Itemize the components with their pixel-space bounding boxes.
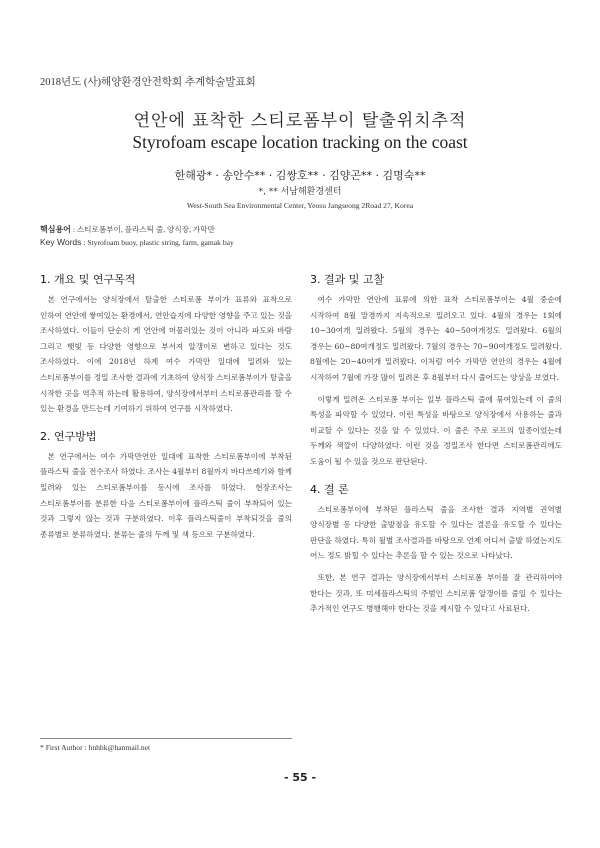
keywords-english-label: Key Words bbox=[40, 237, 82, 247]
results-paragraph-2: 이렇게 밀려온 스티로폼 부이는 일부 플라스틱 줄에 묶여있는데 이 줄의 특성을 파악할 수 있었다. 이런 특성을 바탕으로 양식장에서 사용하는 줄과 비교할 수 있다는 것을 알 수 있었다. 이 줄은 주로 로프의 일종이었는데 두께와 색깔이 다양하였다. 이런 것을 정밀조사 한다면 스티로폼관리에도 도움이 될 수 있을 것으로 판단된다. bbox=[310, 394, 562, 466]
section-heading-overview: 1. 개요 및 연구목적 bbox=[40, 273, 136, 286]
keywords-korean-values: : 스티로폼부이, 플라스틱 줄, 양식장, 가막만 bbox=[70, 225, 215, 234]
section-heading-results: 3. 결과 및 고찰 bbox=[310, 273, 385, 286]
conclusion-paragraph-1: 스티로폼부이에 부착된 플라스틱 줄을 조사한 결과 지역별 권역별 양식장별 등 다양한 출발점을 유도할 수 있다는 결론을 유도할 수 있다는 판단을 하였다. 특히 월별 조사결과를 바탕으로 언제 어디서 출발 하였는지도 어느 정도 밝힐 수 있다는 추론을 할 수 있는 것으로 나타났다. bbox=[310, 504, 562, 561]
title-korean: 연안에 표착한 스티로폼부이 탈출위치추적 bbox=[133, 111, 467, 131]
section-heading-method: 2. 연구방법 bbox=[40, 429, 97, 443]
keywords-english bbox=[40, 237, 234, 247]
left-column bbox=[40, 272, 292, 542]
page-number: - 55 - bbox=[283, 771, 317, 784]
affiliation-english: West-South Sea Environmental Center, Yeosu Jangseong 2Road 27, Korea bbox=[186, 201, 414, 210]
title-english: Styrofoam escape location tracking on the coast bbox=[132, 132, 468, 152]
conclusion-paragraph-2: 또한, 본 연구 결과는 양식장에서부터 스티로폼 부이를 잘 관리하여야 한다는 것과, 또 미세플라스틱의 주범인 스티로폼 알갱이를 줄일 수 있다는 추가적인 연구도 병행해야 한다는 것을 제시할 수 있다고 사료된다. bbox=[310, 572, 562, 614]
conference-header: 2018년도 (사)해양환경안전학회 추계학술발표회 bbox=[40, 77, 256, 88]
keywords-korean bbox=[40, 224, 215, 235]
overview-paragraph: 본 연구에서는 양식장에서 탈출한 스티로폼 부이가 표류와 표착으로 인하여 연안에 쌓여있는 환경에서, 연안습지에 다양한 영향을 주고 있는 것을 조사하였다. 이들이 단순히 게 연안에 머물러있는 것이 아니라 파도와 바람 그리고 햇빛 등 다양한 영향으로 부서져 알갱이로 변하고 있다는 것도 조사하였다. 이에 2018년 하계 여수 가막만 일대에 밀려와 있는 스티로폼부이를 정밀 조사한 결과에 기초하여 양식장 스티로폼부이가 탈출을 시작한 곳을 역추적 하는데 활용하여, 양식장에서부터 스티로폼관리를 할 수 있는 환경을 만드는데 기여하기 위하여 연구를 시작하였다. bbox=[40, 295, 292, 414]
affiliation: *, ** 서남해환경센터 bbox=[258, 187, 342, 197]
keywords-korean-label: 핵심용어 bbox=[40, 225, 71, 234]
author-list: 한해광* · 송안수** · 김쌍호** · 김양곤** · 김명숙** bbox=[174, 169, 426, 182]
footnote: * First Author : hnhhk@hanmail.net bbox=[40, 743, 151, 752]
right-column bbox=[310, 272, 562, 617]
keywords-english-values: : Styrofoam buoy, plastic string, farm, gamak bay bbox=[81, 238, 234, 247]
footnote-divider bbox=[40, 738, 292, 739]
section-heading-conclusion: 4. 결 론 bbox=[310, 482, 349, 496]
results-paragraph-1: 여수 가막만 연안에 표류에 의한 표착 스티로폼부이는 4월 중순에 시작하여 8월 말경까지 지속적으로 밀려오고 있다. 4월의 경우는 1회에 10~30여개 밀려왔다. 5월의 경우는 40~50여개정도 밀려왔다. 6월의 경우는 60~80여개정도 밀려왔다. 7월의 경우는 70~90여개정도 밀려왔다. 8월에는 20~40여개 밀려왔다. 이처럼 여수 가막만 연안의 경우는 4월에 시작하여 7월에 가장 많이 밀려온 후 8월부터 다시 줄어드는 양상을 보였다. bbox=[310, 295, 562, 382]
method-paragraph: 본 연구에서는 여수 가막만연안 일대에 표착한 스티로폼부이에 부착된 플라스틱 줄을 전수조사 하였다. 조사는 4월부터 8월까지 바다쓰레기와 함께 밀려와 있는 스티로폼부이를 동시에 조사를 하였다. 현장조사는 스티로폼부이를 분류한 다음 스티로폼부이에 플라스틱 줄이 부착되어 있는 것과 그렇지 않는 것과 구분하였다. 이후 플라스틱줄이 부착되것을 줄의 종류별로 분류하였다. 분류는 줄의 두께 및 색 등으로 구분하였다. bbox=[40, 451, 292, 539]
